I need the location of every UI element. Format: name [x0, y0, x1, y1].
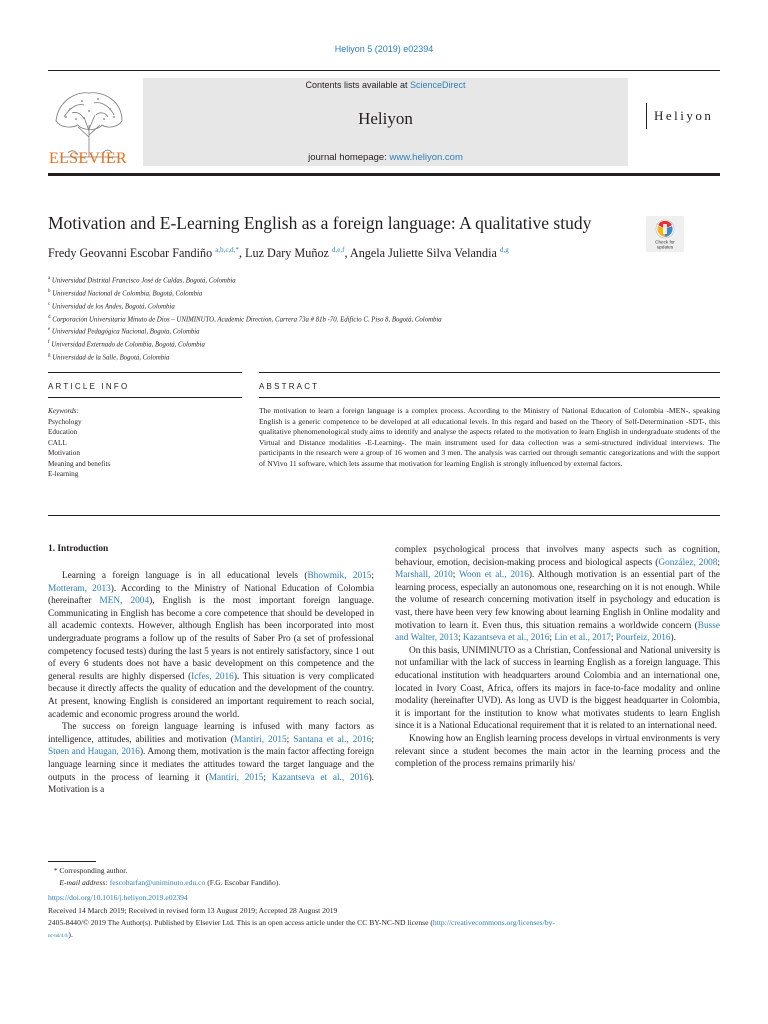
paragraph-text: ). Although motivation is an essential part of the learning process, especially an autonomous one, researching on it is not enough. While the volume of research concerning motivation itself in psychology and education is vast, there have been very few knowing about learning English in Online modality and motivation to learn it. Even thus, this situation remains a worldwide concern (: [395, 570, 720, 631]
affiliation-mark: d: [48, 314, 51, 320]
author-name: Fredy Geovanni Escobar Fandiño: [48, 246, 213, 261]
keywords-block: [48, 406, 238, 480]
right-column: [395, 544, 720, 771]
abstract-text: The motivation to learn a foreign language is a complex process. According to the Ministry of National Education of Colombia -MEN-, speaking English is a generic competence to be developed at all educational levels. In this regard and based on the Theory of Self-Determination -SDT-, this qualitative phenomenological study aims to identify and analyse the aspects related to the motivation to learn English in undergraduate students of the Virtual and Distance modalities -E-Learning-. The main instrument used for data collection was a semi-structured individual interviews. The participants in the research were a group of 16 women and 3 men. The analysis was carried out through semantic categorizations and with the support of NVivo 11 software, which lets assume that motivation for learning English is strongly influenced by external factors.: [259, 406, 720, 468]
license-suffix: ).: [68, 930, 73, 940]
affiliation-line: $^d$ Corporación Universitaria Minuto de Dios – UNIMINUTO, Academic Direction, Carrera 73a # 81b -70. Edificio C. Piso 8, Bogotá, Colombia: [48, 314, 442, 323]
header-thick-rule: [48, 173, 720, 176]
paragraph-text: ;: [549, 633, 555, 644]
paragraph-text: complex psychological process that involves many aspects such as cognition, behaviour, emotion, decision-making process and biological aspects (: [395, 545, 720, 568]
heliyon-brand-logo[interactable]: Heliyon: [654, 108, 714, 123]
intro-paragraph-continued: [395, 544, 720, 645]
paragraph-text: ). Motivation is a: [48, 772, 374, 796]
affiliation-line: $^e$ Universidad Pedagógica Nacional, Bogota, Colombia: [48, 327, 200, 336]
affiliation-mark: g: [48, 353, 51, 359]
crossmark-label-line1: Check for: [655, 239, 675, 245]
paragraph-text: ). According to the Ministry of National Education of Colombia (hereinafter: [48, 583, 375, 607]
left-column: [48, 570, 374, 797]
keyword: Education: [48, 428, 78, 436]
paragraph-text: ;: [610, 633, 616, 644]
email-link[interactable]: fescobarfan@uniminuto.edu.co: [109, 878, 206, 888]
paragraph-text: ;: [263, 772, 272, 783]
footnotes: [48, 865, 720, 943]
affiliation-mark: b: [48, 288, 51, 294]
corresponding-mark: *: [53, 866, 58, 875]
paragraph-text: ;: [286, 734, 294, 745]
author-list: Fredy Geovanni Escobar Fandiño $^{a,b,c,d,*}$, Luz Dary Muñoz $^{d,e,f}$, Angela Juliette Silva Velandia $^{d,g}$: [48, 246, 509, 261]
keyword: Meaning and benefits: [48, 459, 111, 468]
citation-link[interactable]: Motteram, 2013: [48, 583, 111, 594]
license-link-continued[interactable]: nc-nd/4.0/: [48, 934, 69, 940]
paragraph-text: ), English is the most important foreign language. Communicating in English has become a core competence that should be developed in all academic contexts. However, although English has been incorporated into most undergraduate programs a follow up of the results of Saber Pro (a set of professional competency focused tests) during the last 5 years is not entirely satisfactory, since 1 out of every 6 students does not have a basic development on this competence and the general results are highly dispersed (: [48, 596, 374, 682]
paragraph-text: ;: [458, 633, 463, 644]
license-note: [48, 917, 720, 929]
author-name: Luz Dary Muñoz: [245, 246, 329, 261]
affiliation-mark: f: [48, 340, 50, 346]
homepage-prefix: journal homepage:: [308, 152, 390, 163]
introduction-heading: 1. Introduction: [48, 544, 109, 554]
journal-homepage: [143, 152, 628, 163]
affiliation-line: $^g$ Universidad de la Salle, Bogotá, Colombia: [48, 353, 170, 362]
citation-link[interactable]: Støen and Haugan, 2016: [48, 747, 140, 758]
citation-link[interactable]: Mantiri, 2015: [208, 772, 264, 783]
corresponding-text: Corresponding author.: [59, 866, 128, 875]
affiliation-line: $^c$ Universidad de los Andes, Bogotá, Colombia: [48, 301, 175, 310]
citation-link[interactable]: Busse and Walter, 2013: [395, 620, 720, 644]
intro-paragraph-3: On this basis, UNIMINUTO as a Christian, Confessional and National university is not unfamiliar with the lack of success in learning English as a foreign language. This educational institution with headquarters around Colombia and an international one, located in Ivory Coast, Africa, offers its majors in face-to-face modality and online modality (hereinafter UVD). As long as UVD is the biggest headquarter in Colombia, it is important for the institution to know what motivates students to learn English since it is a National Educational requirement that it is related to an international need.: [395, 645, 720, 732]
author-affiliation-marks[interactable]: d,e,f: [332, 246, 345, 254]
paragraph-text: Learning a foreign language is in all educational levels (: [62, 571, 308, 581]
keywords-label: Keywords:: [48, 407, 79, 415]
citation-link[interactable]: Woon et al., 2016: [458, 570, 529, 581]
citation-link[interactable]: Kazantseva et al., 2016: [271, 772, 369, 783]
paragraph-text: ). Among them, motivation is the main factor affecting foreign language learning since it mediates the attitudes toward the target language and the outputs in the process of learning it (: [48, 747, 375, 783]
sciencedirect-link[interactable]: ScienceDirect: [410, 80, 466, 90]
author-affiliation-marks[interactable]: a,b,c,d,*: [215, 246, 239, 254]
brand-divider: [646, 103, 647, 129]
journal-name: Heliyon: [358, 109, 413, 128]
intro-paragraph-2: [48, 721, 374, 797]
keyword: CALL: [48, 438, 67, 447]
abstract-bottom-rule: [48, 515, 720, 516]
email-note: [48, 877, 720, 889]
footnote-rule: [48, 861, 96, 862]
keyword: Psychology: [48, 417, 82, 426]
abstract-heading: ABSTRACT: [259, 382, 320, 391]
affiliation-mark: a: [48, 276, 51, 281]
journal-reference[interactable]: Heliyon 5 (2019) e02394: [334, 44, 434, 54]
email-label: E-mail address:: [59, 878, 108, 888]
citation-link[interactable]: Bhowmik, 2015: [307, 571, 372, 581]
paragraph-text: ;: [371, 571, 375, 581]
affiliation-line: $^b$ Universidad Nacional de Colombia, Bogotá, Colombia: [48, 288, 203, 298]
paragraph-text: The success on foreign language learning is infused with many factors as intelligence, attitudes, abilities and motivation (: [48, 722, 374, 745]
email-suffix: (F.G. Escobar Fandiño).: [205, 878, 281, 888]
contents-prefix: Contents lists available at: [305, 80, 411, 90]
abstract-rule-lower: [259, 397, 720, 398]
author-name: Angela Juliette Silva Velandia: [349, 246, 497, 261]
abstract-rule: [259, 372, 720, 373]
paragraph-text: ). This situation is very complicated because it directly affects the quality of education and the development of the country. At present, knowing English is considered an important requirement to reach social, academic and economic progress around the world.: [48, 671, 374, 720]
affiliation-line: $^f$ Universidad Externado de Colombia, Bogotá, Colombia: [48, 340, 205, 349]
intro-paragraph-4: Knowing how an English learning process develops in virtual environments is very relevant since a student becomes the main actor in the learning process and the completion of the process remains primarily his/: [395, 733, 720, 770]
paragraph-text: ;: [717, 557, 720, 568]
license-prefix: 2405-8440/© 2019 The Author(s). Published by Elsevier Ltd. This is an open access article under the CC BY-NC-ND license (: [48, 917, 433, 927]
citation-link[interactable]: Santana et al., 2016: [293, 734, 372, 745]
article-info-rule: [48, 372, 242, 373]
keyword: E-learning: [48, 470, 79, 478]
article-info-heading: ARTICLE INFO: [48, 382, 130, 391]
citation-link[interactable]: MEN, 2004: [99, 596, 150, 607]
keyword: Motivation: [48, 449, 80, 457]
homepage-link[interactable]: www.heliyon.com: [389, 152, 463, 163]
affiliation-line: $^a$ Universidad Distrital Francisco José de Caldas, Bogotá, Colombia: [48, 276, 236, 285]
contents-available: [143, 80, 628, 90]
corresponding-author-note: [48, 865, 720, 877]
citation-link[interactable]: Icfes, 2016: [191, 671, 234, 682]
doi-link[interactable]: https://doi.org/10.1016/j.heliyon.2019.e02394: [48, 893, 188, 903]
paragraph-text: ;: [452, 570, 459, 581]
received-dates: Received 14 March 2019; Received in revised form 13 August 2019; Accepted 28 August 2019: [48, 905, 338, 915]
article-title: Motivation and E-Learning English as a foreign language: A qualitative study: [48, 213, 592, 233]
elsevier-wordmark[interactable]: ELSEVIER: [49, 150, 127, 167]
license-link[interactable]: http://creativecommons.org/licenses/by-: [432, 917, 555, 927]
citation-link[interactable]: Kazantseva et al., 2016: [462, 633, 550, 644]
paragraph-text: ;: [371, 734, 374, 745]
crossmark-label-line2: updates: [656, 244, 674, 250]
affiliations: [48, 274, 720, 364]
intro-paragraph-1: [48, 570, 374, 721]
article-info-rule-lower: [48, 397, 242, 398]
author-affiliation-marks[interactable]: d,g: [499, 246, 509, 254]
header-rule: [48, 70, 720, 71]
affiliation-mark: c: [48, 301, 51, 307]
citation-link[interactable]: Pourfeiz, 2016: [615, 633, 671, 644]
affiliation-mark: e: [48, 327, 51, 333]
citation-link[interactable]: Lin et al., 2017: [554, 633, 611, 644]
citation-link[interactable]: González, 2008: [658, 557, 718, 568]
citation-link[interactable]: Marshall, 2010: [395, 570, 453, 581]
citation-link[interactable]: Mantiri, 2015: [233, 734, 287, 745]
paragraph-text: ).: [670, 633, 676, 644]
